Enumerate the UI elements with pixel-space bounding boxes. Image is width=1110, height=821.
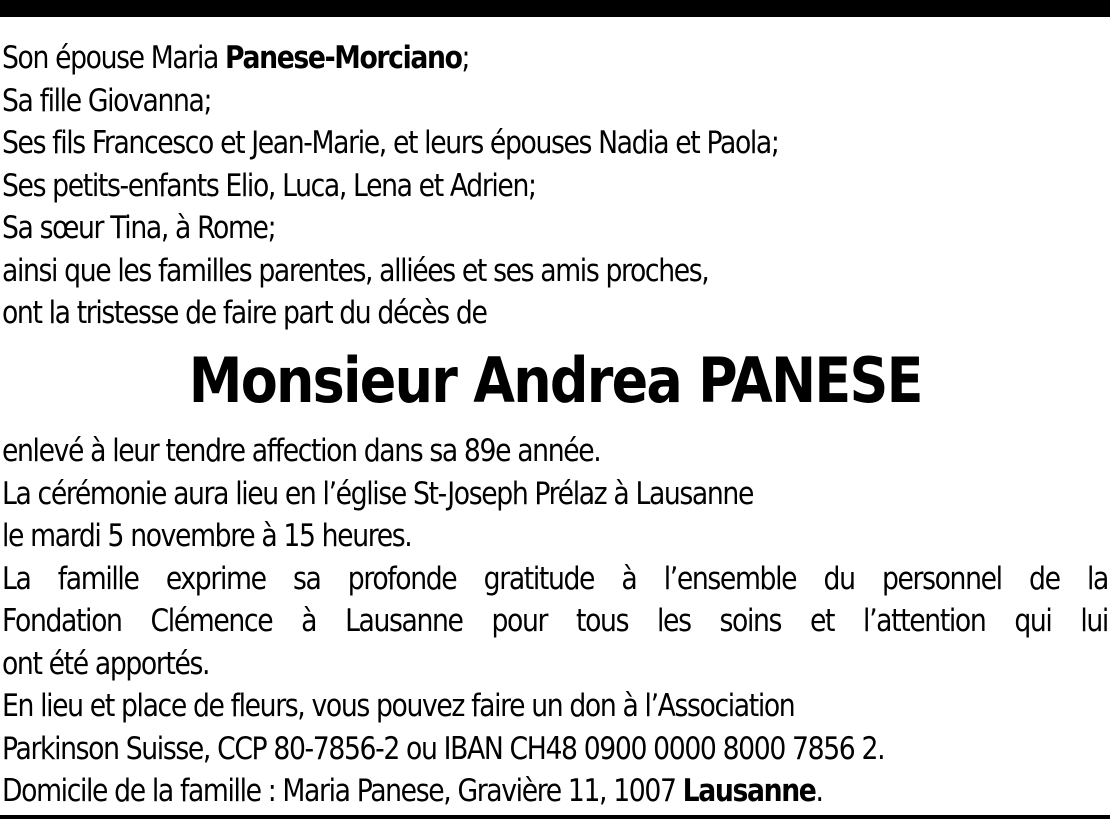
deceased-name bbox=[0, 345, 1110, 417]
detail-line-domicile bbox=[2, 770, 1108, 813]
detail-line-ceremony-time: le mardi 5 novembre à 15 heures. bbox=[2, 518, 412, 554]
spouse-text: Son épouse Maria bbox=[2, 40, 226, 76]
notice-details bbox=[2, 430, 1108, 813]
bottom-rule bbox=[0, 815, 1110, 819]
top-rule bbox=[0, 0, 1110, 17]
detail-line-ceremony-place: La cérémonie aura lieu en l’église St-Joseph Prélaz à Lausanne bbox=[2, 475, 753, 512]
spouse-surname: Panese-Morciano bbox=[225, 40, 462, 76]
intro-line-grandchildren: Ses petits-enfants Elio, Luca, Lena et Adrien; bbox=[2, 167, 536, 204]
detail-line-gratitude-2: Fondation Clémence à Lausanne pour tous les soins et l’attention qui lui bbox=[2, 603, 1108, 639]
detail-line-donation-2: Parkinson Suisse, CCP 80-7856-2 ou IBAN CH48 0900 0000 8000 7856 2. bbox=[2, 730, 885, 767]
domicile-city: Lausanne bbox=[682, 773, 816, 809]
intro-line-spouse bbox=[2, 37, 1108, 80]
intro-line-daughter: Sa fille Giovanna; bbox=[2, 82, 212, 119]
detail-line-age: enlevé à leur tendre affection dans sa 89e année. bbox=[2, 433, 601, 469]
family-intro bbox=[2, 37, 1108, 335]
detail-line-gratitude-3: ont été apportés. bbox=[2, 645, 210, 682]
intro-line-relatives: ainsi que les familles parentes, alliées et ses amis proches, bbox=[2, 252, 709, 289]
domicile-punct: . bbox=[815, 773, 823, 809]
detail-line-donation-1: En lieu et place de fleurs, vous pouvez faire un don à l’Association bbox=[2, 688, 795, 724]
deceased-name-text: Monsieur Andrea PANESE bbox=[188, 344, 922, 417]
intro-line-announcement: ont la tristesse de faire part du décès de bbox=[2, 295, 487, 331]
spouse-punct: ; bbox=[461, 40, 470, 76]
intro-line-sister: Sa sœur Tina, à Rome; bbox=[2, 210, 276, 246]
detail-line-gratitude-1: La famille exprime sa profonde gratitude à l’ensemble du personnel de la bbox=[2, 560, 1108, 597]
domicile-text: Domicile de la famille : Maria Panese, Gravière 11, 1007 bbox=[2, 773, 683, 809]
intro-line-sons: Ses fils Francesco et Jean-Marie, et leurs épouses Nadia et Paola; bbox=[2, 125, 779, 161]
